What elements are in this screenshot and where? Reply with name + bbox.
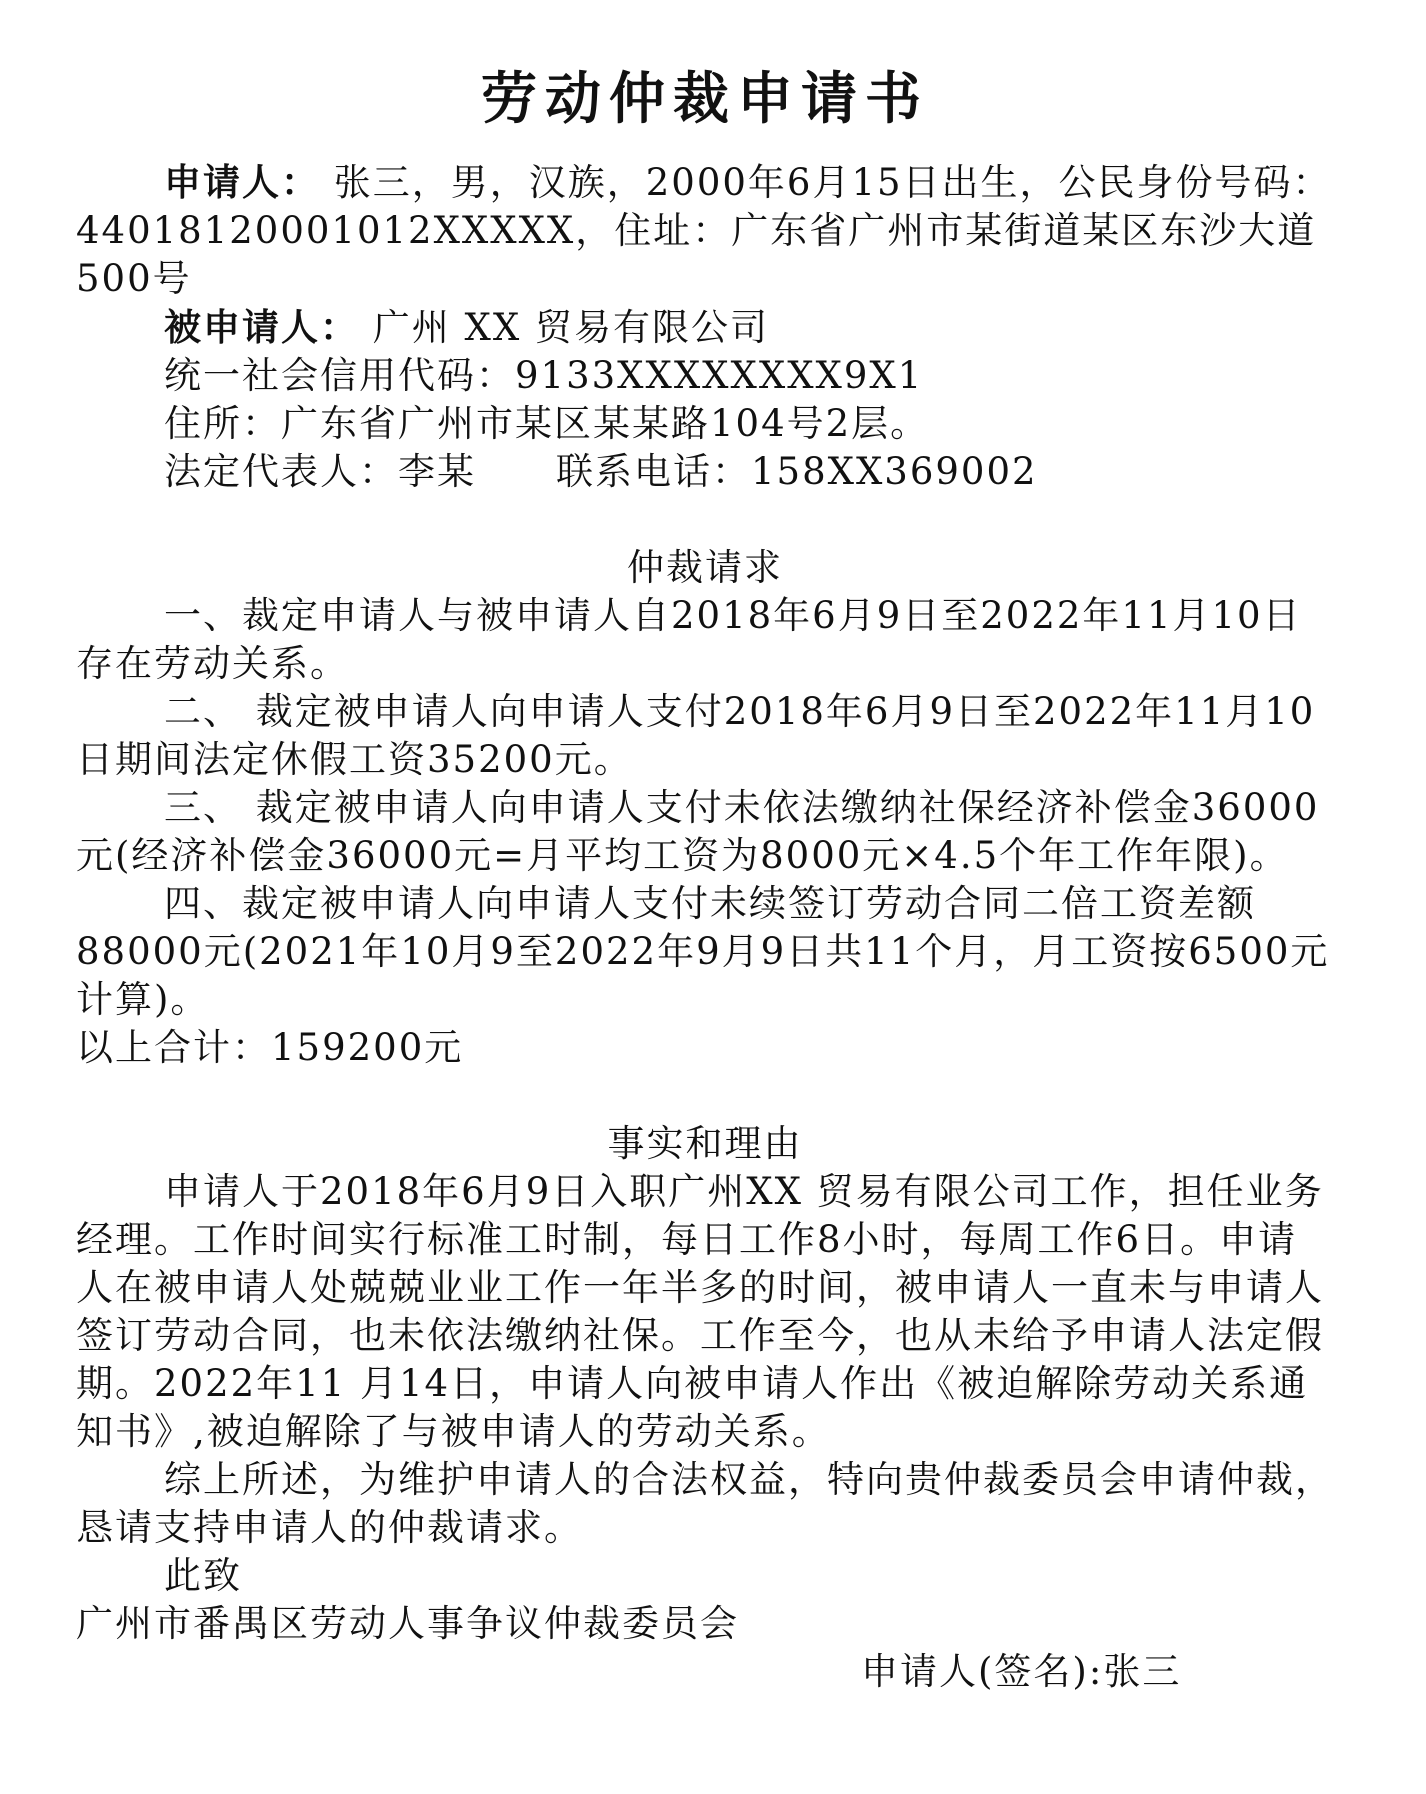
respondent-legal-rep: 法定代表人：李某 <box>164 450 476 493</box>
claim-item: 二、 裁定被申请人向申请人支付2018年6月9日至2022年11月10日期间法定休假工资35200元。 <box>76 690 1316 781</box>
facts-heading: 事实和理由 <box>607 1122 803 1165</box>
respondent-contact-line <box>76 448 1334 496</box>
facts-paragraph: 综上所述，为维护申请人的合法权益，特向贵仲裁委员会申请仲裁，恳请支持申请人的仲裁请求。 <box>76 1458 1334 1549</box>
document-title: 劳动仲裁申请书 <box>481 67 929 132</box>
respondent-credit-code: 统一社会信用代码：9133XXXXXXXX9X1 <box>164 354 924 397</box>
respondent-address: 住所：广东省广州市某区某某路104号2层。 <box>164 402 930 445</box>
claims-heading: 仲裁请求 <box>627 546 783 589</box>
facts-paragraph: 申请人于2018年6月9日入职广州XX 贸易有限公司工作，担任业务经理。工作时间实行标准工时制，每日工作8小时，每周工作6日。申请人在被申请人处兢兢业业工作一年半多的时间，被申请人一直未与申请人签订劳动合同，也未依法缴纳社保。工作至今，也从未给予申请人法定假期。2022年11 月14日，申请人向被申请人作出《被迫解除劳动关系通知书》,被迫解除了与被申请人的劳动关系。 <box>76 1170 1324 1453</box>
respondent-phone: 联系电话：158XX369002 <box>556 450 1038 493</box>
respondent-line <box>76 303 1334 352</box>
claim-item: 三、 裁定被申请人向申请人支付未依法缴纳社保经济补偿金36000元(经济补偿金36000元=月平均工资为8000元×4.5个年工作年限)。 <box>76 786 1320 877</box>
respondent-name: 广州 XX 贸易有限公司 <box>372 306 769 349</box>
claim-item: 一、裁定申请人与被申请人自2018年6月9日至2022年11月10日存在劳动关系。 <box>76 594 1302 685</box>
closing-recipient: 广州市番禺区劳动人事争议仲裁委员会 <box>76 1602 739 1645</box>
closing-salutation: 此致 <box>164 1554 242 1597</box>
claims-total: 以上合计：159200元 <box>76 1026 464 1069</box>
applicant-paragraph <box>76 158 1334 303</box>
claim-item: 四、裁定被申请人向申请人支付未续签订劳动合同二倍工资差额88000元(2021年10月9至2022年9月9日共11个月，月工资按6500元计算)。 <box>76 882 1330 1021</box>
respondent-label: 被申请人： <box>164 305 359 349</box>
applicant-label: 申请人： <box>164 160 320 204</box>
applicant-text: 张三，男，汉族，2000年6月15日出生，公民身份号码：44018120001012XXXXX，住址：广东省广州市某街道某区东沙大道500号 <box>76 161 1332 300</box>
applicant-signature: 申请人(签名):张三 <box>861 1650 1182 1693</box>
